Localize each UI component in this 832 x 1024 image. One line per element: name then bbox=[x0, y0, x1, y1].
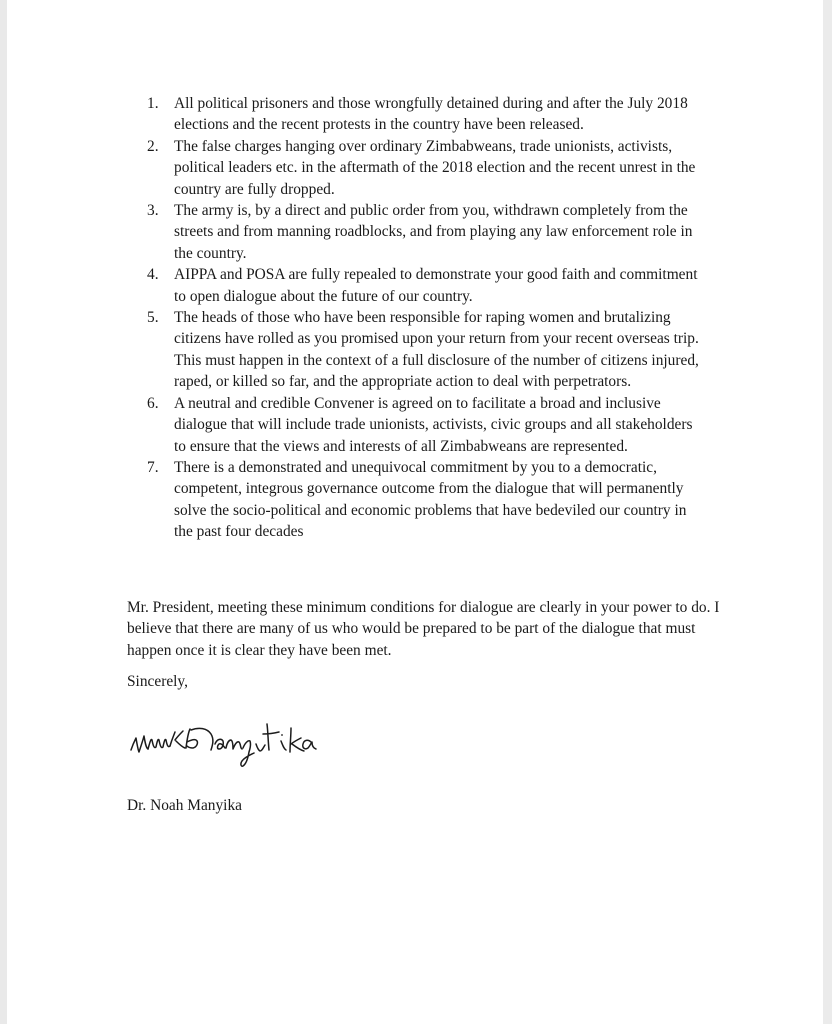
condition-item bbox=[147, 200, 707, 264]
condition-number: 6. bbox=[147, 394, 159, 412]
condition-text: A neutral and credible Convener is agreed on to facilitate a broad and inclusive dialogue that will include trade unionists, activists, civic groups and all stakeholders to ensure that the views and interests of all Zimbabweans are represented. bbox=[174, 394, 693, 455]
condition-number: 2. bbox=[147, 137, 159, 155]
condition-text: AIPPA and POSA are fully repealed to demonstrate your good faith and commitment to open dialogue about the future of our country. bbox=[174, 266, 698, 305]
condition-number: 5. bbox=[147, 309, 159, 327]
condition-text: The army is, by a direct and public order from you, withdrawn completely from the streets and from manning roadblocks, and from playing any law enforcement role in the country. bbox=[174, 202, 693, 262]
condition-item bbox=[147, 393, 707, 457]
left-border bbox=[0, 0, 7, 1024]
condition-number: 3. bbox=[147, 202, 159, 220]
condition-item bbox=[147, 307, 707, 393]
condition-number: 7. bbox=[147, 458, 159, 476]
right-border bbox=[823, 0, 832, 1024]
condition-item bbox=[147, 93, 707, 136]
handwritten-signature bbox=[129, 722, 361, 784]
condition-item bbox=[147, 136, 707, 200]
condition-item bbox=[147, 457, 707, 543]
condition-item bbox=[147, 264, 707, 307]
letter-page bbox=[7, 0, 823, 1024]
condition-text: The false charges hanging over ordinary Zimbabweans, trade unionists, activists, political leaders etc. in the aftermath of the 2018 election and the recent unrest in the country are fully dropped. bbox=[174, 137, 696, 198]
closing-paragraph: Mr. President, meeting these minimum conditions for dialogue are clearly in your power to do. I believe that there are many of us who would be prepared to be part of the dialogue that must happen once it is clear they have been met. bbox=[127, 599, 720, 659]
salutation: Sincerely, bbox=[127, 673, 188, 690]
condition-number: 4. bbox=[147, 266, 159, 284]
condition-text: The heads of those who have been responsible for raping women and brutalizing citizens have rolled as you promised upon your return from your recent overseas trip. This must happen in the context of a full disclosure of the number of citizens injured, raped, or killed so far, and the appropriate action to deal with perpetrators. bbox=[174, 309, 699, 391]
conditions-list bbox=[147, 93, 707, 543]
signer-name: Dr. Noah Manyika bbox=[127, 797, 242, 814]
condition-text: All political prisoners and those wrongfully detained during and after the July 2018 elections and the recent protests in the country have been released. bbox=[174, 95, 688, 134]
condition-number: 1. bbox=[147, 95, 159, 112]
condition-text: There is a demonstrated and unequivocal commitment by you to a democratic, competent, integrous governance outcome from the dialogue that will permanently solve the socio-political and economic problems that have bedeviled our country in the past four decades bbox=[174, 458, 687, 541]
